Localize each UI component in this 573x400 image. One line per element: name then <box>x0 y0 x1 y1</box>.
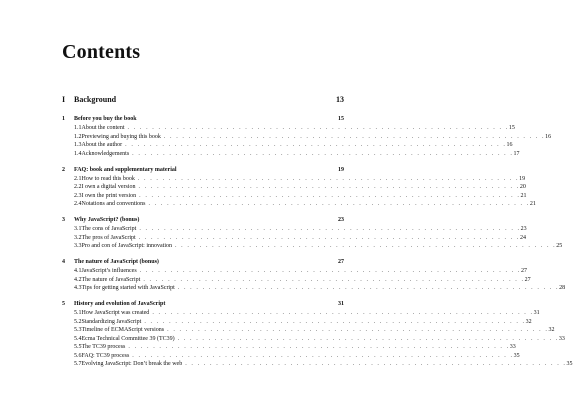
section-number: 5.1 <box>74 310 82 316</box>
section-page: 17 <box>513 150 520 157</box>
section-number: 1.2 <box>74 133 82 140</box>
section-title: How to read this book <box>81 175 135 182</box>
chapter-heading[interactable] <box>62 257 344 267</box>
section-page: 35 <box>566 361 573 367</box>
section-page: 33 <box>509 344 516 350</box>
section-number: 2.2 <box>74 184 82 190</box>
section-number: 5.4 <box>74 335 82 342</box>
section-page: 19 <box>519 175 526 182</box>
toc-entry[interactable] <box>62 234 526 243</box>
page-title: Contents <box>62 41 141 63</box>
toc-entry[interactable] <box>62 183 526 192</box>
toc-entry[interactable] <box>62 133 552 142</box>
chapter-heading[interactable] <box>62 165 344 175</box>
dot-leader: . . . . . . . . . . . . . . . . . . . . . . . . . . . . . . . . . . . . . . . . . . . . . . . . . . . . . . . . . . . . . . <box>139 226 521 232</box>
part-page: 13 <box>336 95 344 104</box>
section-title: Standardizing JavaScript <box>81 318 142 325</box>
toc-entry[interactable] <box>62 352 520 361</box>
section-page: 27 <box>520 268 527 274</box>
section-number: 3.2 <box>74 234 82 241</box>
chapter-number: 1 <box>62 116 65 122</box>
section-number: 5.5 <box>74 344 82 350</box>
section-title: Evolving JavaScript: Don’t break the web <box>81 361 183 367</box>
section-page: 15 <box>508 125 515 131</box>
toc-entry[interactable] <box>62 284 566 293</box>
section-title: About the content <box>81 125 125 131</box>
section-number: 5.3 <box>74 327 82 333</box>
section-number: 2.3 <box>74 192 82 199</box>
section-page: 16 <box>545 133 552 140</box>
section-number: 5.7 <box>74 361 82 367</box>
section-title: JavaScript’s influences <box>81 268 137 274</box>
toc-entry[interactable] <box>62 192 527 201</box>
section-page: 24 <box>519 234 526 241</box>
table-of-contents <box>62 114 573 375</box>
toc-entry[interactable] <box>62 343 516 352</box>
chapter-page: 27 <box>338 259 344 265</box>
part-heading[interactable] <box>62 95 344 105</box>
section-number: 2.1 <box>74 175 82 182</box>
toc-entry[interactable] <box>62 318 532 327</box>
section-title: Notations and conventions <box>81 201 146 207</box>
chapter-4 <box>62 257 566 293</box>
section-number: 3.3 <box>74 243 82 249</box>
chapter-title: The nature of JavaScript (bonus) <box>74 259 159 265</box>
section-page: 32 <box>525 318 532 325</box>
chapter-5 <box>62 299 573 369</box>
section-number: 3.1 <box>74 226 82 232</box>
toc-entry[interactable] <box>62 175 526 184</box>
chapter-title: History and evolution of JavaScript <box>74 301 166 307</box>
section-page: 33 <box>558 335 565 342</box>
section-number: 4.2 <box>74 276 82 283</box>
section-page: 21 <box>520 192 527 199</box>
section-page: 25 <box>556 243 563 249</box>
section-number: 1.3 <box>74 142 82 148</box>
section-page: 31 <box>533 310 540 316</box>
section-page: 35 <box>513 352 520 359</box>
chapter-heading[interactable] <box>62 215 344 225</box>
chapter-heading[interactable] <box>62 299 344 309</box>
section-page: 32 <box>548 327 555 333</box>
part-title: Background <box>74 95 117 104</box>
part-number: I <box>62 95 66 104</box>
section-title: Pro and con of JavaScript: innovation <box>81 243 172 249</box>
toc-entry[interactable] <box>62 141 513 150</box>
section-page: 23 <box>520 226 527 232</box>
section-title: About the author <box>81 142 123 148</box>
toc-entry[interactable] <box>62 124 515 133</box>
chapter-number: 3 <box>62 217 65 223</box>
dot-leader: . . . . . . . . . . . . . . . . . . . . . . . . . . . . . . . . . . . . . . . . . . . . . . . . . . . . . . . . . . . . . . <box>132 150 514 157</box>
section-number: 1.4 <box>74 150 82 157</box>
chapter-3 <box>62 215 563 251</box>
dot-leader: . . . . . . . . . . . . . . . . . . . . . . . . . . . . . . . . . . . . . . . . . . . . . . . . . . . . . . . . . . . . . . <box>177 335 559 342</box>
toc-entry[interactable] <box>62 242 563 251</box>
chapter-page: 19 <box>338 166 344 173</box>
dot-leader: . . . . . . . . . . . . . . . . . . . . . . . . . . . . . . . . . . . . . . . . . . . . . . . . . . . . . . . . . . . . . . <box>177 285 560 291</box>
chapter-title: FAQ: book and supplementary material <box>74 166 177 173</box>
dot-leader: . . . . . . . . . . . . . . . . . . . . . . . . . . . . . . . . . . . . . . . . . . . . . . . . . . . . . . . . . . . . . . <box>144 318 526 325</box>
section-title: FAQ: TC39 process <box>81 352 130 359</box>
dot-leader: . . . . . . . . . . . . . . . . . . . . . . . . . . . . . . . . . . . . . . . . . . . . . . . . . . . . . . . . . . . . . . <box>139 268 521 274</box>
toc-entry[interactable] <box>62 200 536 209</box>
toc-entry[interactable] <box>62 326 555 335</box>
dot-leader: . . . . . . . . . . . . . . . . . . . . . . . . . . . . . . . . . . . . . . . . . . . . . . . . . . . . . . . . . . . . . . <box>137 175 520 182</box>
section-number: 4.1 <box>74 268 82 274</box>
chapter-page: 23 <box>338 217 344 223</box>
section-page: 27 <box>524 276 531 283</box>
section-title: The cons of JavaScript <box>81 226 137 232</box>
chapter-title: Why JavaScript? (bonus) <box>74 217 140 223</box>
dot-leader: . . . . . . . . . . . . . . . . . . . . . . . . . . . . . . . . . . . . . . . . . . . . . . . . . . . . . . . . . . . . . . <box>174 243 557 249</box>
section-page: 28 <box>559 285 566 291</box>
dot-leader: . . . . . . . . . . . . . . . . . . . . . . . . . . . . . . . . . . . . . . . . . . . . . . . . . . . . . . . . . . . . . . <box>138 234 520 241</box>
chapter-title: Before you buy the book <box>74 116 137 122</box>
section-number: 5.6 <box>74 352 82 359</box>
section-title: Acknowledgements <box>81 150 130 157</box>
section-number: 1.1 <box>74 125 82 131</box>
section-title: Timeline of ECMAScript versions <box>81 327 165 333</box>
dot-leader: . . . . . . . . . . . . . . . . . . . . . . . . . . . . . . . . . . . . . . . . . . . . . . . . . . . . . . . . . . . . . . <box>139 192 521 199</box>
dot-leader: . . . . . . . . . . . . . . . . . . . . . . . . . . . . . . . . . . . . . . . . . . . . . . . . . . . . . . . . . . . . . . <box>125 142 507 148</box>
toc-entry[interactable] <box>62 150 520 159</box>
section-title: Tips for getting started with JavaScript <box>81 285 175 291</box>
section-title: How JavaScript was created <box>81 310 150 316</box>
toc-entry[interactable] <box>62 309 540 318</box>
chapter-page: 15 <box>338 116 344 122</box>
dot-leader: . . . . . . . . . . . . . . . . . . . . . . . . . . . . . . . . . . . . . . . . . . . . . . . . . . . . . . . . . . . . . . <box>163 133 546 140</box>
chapter-number: 4 <box>62 259 65 265</box>
section-title: Previewing and buying this book <box>81 133 161 140</box>
section-number: 5.2 <box>74 318 82 325</box>
chapter-number: 5 <box>62 301 65 307</box>
section-page: 21 <box>529 201 536 207</box>
dot-leader: . . . . . . . . . . . . . . . . . . . . . . . . . . . . . . . . . . . . . . . . . . . . . . . . . . . . . . . . . . . . . . <box>167 327 549 333</box>
section-number: 4.3 <box>74 285 82 291</box>
dot-leader: . . . . . . . . . . . . . . . . . . . . . . . . . . . . . . . . . . . . . . . . . . . . . . . . . . . . . . . . . . . . . . <box>132 352 514 359</box>
section-page: 20 <box>519 184 526 190</box>
chapter-number: 2 <box>62 166 65 173</box>
toc-entry[interactable] <box>62 225 527 234</box>
section-number: 2.4 <box>74 201 82 207</box>
toc-entry[interactable] <box>62 360 573 369</box>
section-title: Ecma Technical Committee 39 (TC39) <box>81 335 175 342</box>
dot-leader: . . . . . . . . . . . . . . . . . . . . . . . . . . . . . . . . . . . . . . . . . . . . . . . . . . . . . . . . . . . . . . <box>128 344 510 350</box>
section-title: The TC39 process <box>81 344 126 350</box>
toc-entry[interactable] <box>62 276 531 285</box>
chapter-1 <box>62 114 552 158</box>
chapter-2 <box>62 165 536 209</box>
section-page: 16 <box>506 142 513 148</box>
dot-leader: . . . . . . . . . . . . . . . . . . . . . . . . . . . . . . . . . . . . . . . . . . . . . . . . . . . . . . . . . . . . . . <box>148 201 530 207</box>
section-title: The nature of JavaScript <box>81 276 141 283</box>
section-title: The pros of JavaScript <box>81 234 136 241</box>
toc-entry[interactable] <box>62 267 527 276</box>
chapter-heading[interactable] <box>62 114 344 124</box>
dot-leader: . . . . . . . . . . . . . . . . . . . . . . . . . . . . . . . . . . . . . . . . . . . . . . . . . . . . . . . . . . . . . . <box>138 184 520 190</box>
toc-entry[interactable] <box>62 335 565 344</box>
dot-leader: . . . . . . . . . . . . . . . . . . . . . . . . . . . . . . . . . . . . . . . . . . . . . . . . . . . . . . . . . . . . . . <box>185 361 567 367</box>
dot-leader: . . . . . . . . . . . . . . . . . . . . . . . . . . . . . . . . . . . . . . . . . . . . . . . . . . . . . . . . . . . . . . <box>152 310 534 316</box>
dot-leader: . . . . . . . . . . . . . . . . . . . . . . . . . . . . . . . . . . . . . . . . . . . . . . . . . . . . . . . . . . . . . . <box>127 125 509 131</box>
section-title: I own the print version <box>81 192 137 199</box>
dot-leader: . . . . . . . . . . . . . . . . . . . . . . . . . . . . . . . . . . . . . . . . . . . . . . . . . . . . . . . . . . . . . . <box>143 276 525 283</box>
section-title: I own a digital version <box>81 184 136 190</box>
chapter-page: 31 <box>338 301 344 307</box>
